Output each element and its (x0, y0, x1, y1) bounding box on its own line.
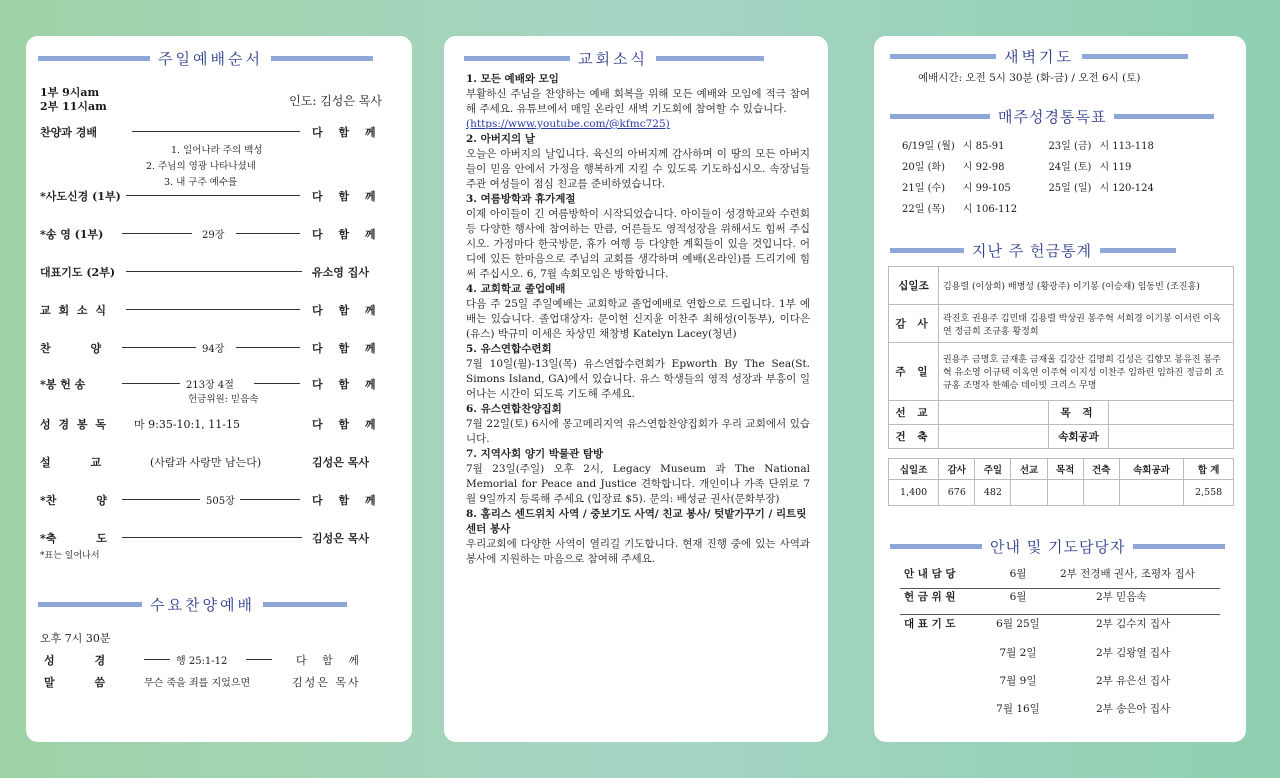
cell: 2부 김왕열 집사 (1096, 646, 1171, 659)
cell (1109, 425, 1234, 449)
table-row (898, 155, 1158, 176)
table-row (889, 305, 1234, 343)
order-right: 다 함 께 (312, 228, 382, 241)
row-names: 곽진호 권용주 김민태 김용렬 박상권 봉주혁 서희경 이기봉 이서린 이옥연 정금희 조규홍 황정희 (939, 305, 1234, 343)
cell (900, 666, 980, 694)
wednesday-worship-title (38, 594, 347, 615)
cell: 2부 믿음속 (1096, 591, 1147, 603)
offering-title-text: 지난 주 헌금통계 (972, 242, 1092, 260)
service-2-time: 2부 11시am (40, 100, 107, 113)
praise-song: 3. 내 구주 예수를 (164, 177, 238, 188)
order-right: 다 함 께 (312, 304, 382, 317)
row-label: 목 적 (1049, 401, 1109, 425)
leader-info: 인도: 김성은 목사 (289, 94, 382, 108)
order-mid: (사람과 사랑만 남는다) (150, 456, 262, 469)
offering-leader: 헌금위원: 믿음속 (188, 394, 259, 405)
table-row (900, 562, 1199, 585)
cell: 주일 (975, 459, 1011, 480)
title-bar-right (1082, 54, 1188, 59)
footnote: *표는 일어나서 (40, 551, 100, 561)
table-row (898, 197, 1158, 218)
order-mid: 505장 (206, 496, 235, 507)
cell: 7월 2일 (999, 646, 1037, 659)
row-label: 십일조 (889, 267, 939, 305)
order-label: *사도신경 (1부) (40, 190, 121, 203)
news-title-text: 교회소식 (578, 50, 648, 68)
cell: 482 (975, 480, 1011, 506)
order-label: *축 도 (40, 532, 107, 545)
cell: 24일 (토) (1048, 162, 1092, 173)
cell: 시 113-118 (1099, 141, 1154, 152)
news-body: 우리교회에 다양한 사역이 열리길 기도합니다. 현재 진행 중에 있는 사역과 봉사에 지원하는 마음으로 참여해 주세요. (466, 538, 810, 565)
wed-right: 김성은 목사 (292, 676, 361, 689)
cell: 21일 (수) (902, 183, 946, 194)
praise-song: 2. 주님의 영광 나타나셨네 (146, 161, 256, 172)
order-rule (236, 347, 300, 348)
news-body: 7월 23일(주일) 오후 2시, Legacy Museum 과 The National Memorial for Peace and Justice 견학합니다. 개인이나 가족 단위로 7월 9일까지 등록해 주세요 (입장료 $5). 문의: 배성균 권사(문화부장) (466, 463, 810, 505)
order-rule (132, 131, 300, 132)
cell: 676 (939, 480, 975, 506)
service-1-time: 1부 9시am (40, 86, 100, 99)
wed-mid: 무슨 죽을 죄를 지었으면 (144, 678, 251, 689)
order-rule (122, 383, 180, 384)
cell (900, 694, 980, 722)
news-body: 오늘은 아버지의 날입니다. 육신의 아버지께 감사하며 이 땅의 모든 아버지들이 믿음 안에서 가정을 행복하게 지킬 수 있도록 기도하십시오. 속장님들 주관 여성들이 점심 친교를 준비하였습니다. (466, 148, 810, 190)
cell: 22일 (목) (902, 204, 946, 215)
order-right: 다 함 께 (312, 126, 382, 139)
table-row (900, 666, 1199, 694)
cell: 6월 (1009, 591, 1027, 603)
order-label: *찬 양 (40, 494, 107, 507)
table-row (900, 694, 1199, 722)
cell: 시 85-91 (962, 141, 1005, 152)
order-mid: 213장 4절 (186, 380, 234, 391)
order-label: 찬양과 경배 (40, 126, 97, 139)
order-right: 다 함 께 (312, 378, 382, 391)
order-right: 다 함 께 (312, 190, 382, 203)
cell (1047, 480, 1083, 506)
order-rule (126, 309, 300, 310)
title-bar-right (1133, 544, 1225, 549)
news-heading: 6. 유스연합찬양집회 (466, 403, 562, 415)
title-bar-left (890, 544, 982, 549)
news-body: 7월 10일(월)-13일(목) 유스연합수련회가 Epworth By The Sea(St. Simons Island, GA)에서 있습니다. 유스 학생들의 영적 성장과 부흥이 일어나는 시간이 되도록 기도해 주세요. (466, 358, 810, 400)
row-label: 속회공과 (1049, 425, 1109, 449)
cell: 6/19일 (월) (902, 141, 955, 152)
cell: 시 119 (1099, 162, 1132, 173)
wed-rule (246, 659, 272, 660)
cell: 선교 (1011, 459, 1047, 480)
cell: 7월 16일 (996, 702, 1040, 715)
bible-title-text: 매주성경통독표 (998, 108, 1107, 126)
wed-right: 다 함 께 (296, 654, 365, 667)
table-row (889, 267, 1234, 305)
row-label: 선 교 (889, 401, 939, 425)
cell: 23일 (금) (1048, 141, 1092, 152)
cell: 2부 전경배 권사, 조평자 집사 (1060, 568, 1195, 580)
order-label: 설 교 (40, 456, 102, 469)
title-bar-left (890, 248, 964, 253)
cell: 2부 김수지 집사 (1096, 617, 1171, 630)
news-body: 부활하신 주님을 찬양하는 예배 회복을 위해 모든 예배와 모임에 적극 참여해 주세요. 유튜브에서 매일 온라인 새벽 기도회에 참여할 수 있습니다. (466, 88, 810, 115)
cell (1109, 401, 1234, 425)
order-rule (236, 233, 300, 234)
order-right: 다 함 께 (312, 418, 382, 431)
cell: 건축 (1083, 459, 1119, 480)
title-bar-left (890, 114, 990, 119)
order-label: 교 회 소 식 (40, 304, 108, 317)
news-heading: 5. 유스연합수련회 (466, 343, 552, 355)
order-label: 성 경 봉 독 (40, 418, 108, 431)
wed-rule (144, 659, 170, 660)
cell: 속회공과 (1119, 459, 1183, 480)
cell: 시 106-112 (962, 204, 1018, 215)
sunday-worship-title (38, 48, 373, 69)
dawn-prayer-title (890, 46, 1188, 67)
cell: 안 내 담 당 (904, 568, 956, 580)
cell: 헌 금 위 원 (904, 591, 956, 603)
title-bar-right (271, 56, 373, 61)
cell: 합 계 (1184, 459, 1234, 480)
news-body: 이제 아이들이 긴 여름방학이 시작되었습니다. 아이들이 성경학교와 수련회 등 다양한 행사에 참여하는 만큼, 어른들도 영적성장을 위해서도 힘써 주십시오. 가정마다 한국방문, 휴가 여행 등 다양한 계획들이 있을 것입니다. 어디에 있든 한마음으로 주님의 교회를 생각하며 예배(온라인)를 드리기에 힘써 주십시오. 6, 7월 속회모임은 방학합니다. (466, 208, 810, 280)
cell: 6월 (1009, 568, 1027, 580)
row-names: 김용렬 (이상희) 배병성 (황광주) 이기봉 (이승재) 임동빈 (조진홍) (939, 267, 1234, 305)
cell: 시 99-105 (962, 183, 1011, 194)
offering-stats-title (890, 240, 1176, 261)
title-bar-right (263, 602, 347, 607)
order-right: 김성은 목사 (312, 532, 369, 545)
dawn-time: 예배시간: 오전 5시 30분 (화-금) / 오전 6시 (토) (918, 72, 1141, 84)
wed-label: 성 경 (44, 654, 106, 667)
cell: 6월 25일 (996, 617, 1040, 630)
order-rule (240, 499, 300, 500)
title-bar-right (1114, 114, 1214, 119)
cell: 2부 유은선 집사 (1096, 674, 1171, 687)
sunday-title-text: 주일예배순서 (158, 50, 263, 68)
bible-reading-table (898, 134, 1158, 218)
wed-title-text: 수요찬양예배 (150, 596, 255, 614)
table-row (889, 459, 1234, 480)
news-heading: 2. 아버지의 날 (466, 133, 535, 145)
row-label: 주 일 (889, 343, 939, 401)
order-rule (122, 347, 196, 348)
order-right: 다 함 께 (312, 342, 382, 355)
order-right: 김성은 목사 (312, 456, 369, 469)
youtube-link[interactable]: (https://www.youtube.com/@kfmc725) (466, 118, 670, 130)
cell (900, 638, 980, 666)
row-label: 건 축 (889, 425, 939, 449)
offering-summary-table (888, 458, 1234, 506)
cell: 시 92-98 (962, 162, 1005, 173)
cell: 20일 (화) (902, 162, 946, 173)
order-label: *송 영 (1부) (40, 228, 104, 241)
bible-reading-title (890, 106, 1214, 127)
title-bar-right (656, 56, 764, 61)
order-rule (122, 499, 200, 500)
cell: 감사 (939, 459, 975, 480)
cell: 시 120-124 (1099, 183, 1154, 194)
news-heading: 3. 여름방학과 휴가계절 (466, 193, 576, 205)
news-body: 7월 22일(토) 6시에 몽고메리지역 유스연합찬양집회가 우리 교회에서 있습니다. (466, 418, 810, 445)
cell (1011, 480, 1047, 506)
cell: 대 표 기 도 (904, 617, 956, 630)
table-row (898, 176, 1158, 197)
news-heading: 8. 홈리스 센드위치 사역 / 중보기도 사역/ 친교 봉사/ 텃밭가꾸기 / 리트릿센터 봉사 (466, 508, 807, 535)
guide-prayer-title (890, 536, 1225, 557)
order-right: 유소영 집사 (312, 266, 369, 279)
news-heading: 7. 지역사회 양기 박물관 탐방 (466, 448, 604, 460)
row-names: 권용주 금명호 금재훈 금재울 김강산 김명희 김성은 김향모 봉유진 봉주혁 유소영 이규택 이옥연 이주혁 이지성 이찬주 임하린 임하진 정금희 조규홍 조명자 한혜승 데이빗 크리스 무명 (939, 343, 1234, 401)
guide-table (900, 562, 1199, 722)
table-row (889, 401, 1234, 425)
cell (939, 401, 1049, 425)
order-right: 다 함 께 (312, 494, 382, 507)
title-bar-left (38, 56, 150, 61)
news-body: 다음 주 25일 주일예배는 교회학교 졸업예배로 연합으로 드립니다. 1부 예배는 있습니다. 졸업대상자: 문이현 신지윤 이찬주 최해성(이동부), 이다은(유스) 박규미 이세은 차상민 채창병 Katelyn Lacey(청년) (466, 298, 810, 340)
dawn-title-text: 새벽기도 (1004, 48, 1074, 66)
cell: 목적 (1047, 459, 1083, 480)
order-mid: 마 9:35-10:1, 11-15 (134, 418, 240, 431)
order-label: 찬 양 (40, 342, 102, 355)
cell (1083, 480, 1119, 506)
news-heading: 1. 모든 예배와 모임 (466, 73, 559, 85)
order-mid: 29장 (202, 230, 225, 241)
cell: 2부 송은아 집사 (1096, 702, 1171, 715)
order-rule (122, 233, 192, 234)
table-row (900, 638, 1199, 666)
cell: 7월 9일 (999, 674, 1037, 687)
wed-label: 말 씀 (44, 676, 106, 689)
order-rule (122, 537, 302, 538)
order-rule (126, 271, 302, 272)
wed-mid: 행 25:1-12 (176, 656, 228, 667)
news-heading: 4. 교회학교 졸업예배 (466, 283, 566, 295)
table-row (889, 425, 1234, 449)
title-bar-right (1100, 248, 1176, 253)
praise-song: 1. 일어나라 주의 백성 (171, 145, 263, 156)
cell: 십일조 (889, 459, 939, 480)
cell: 25일 (일) (1048, 183, 1092, 194)
church-news-panel (444, 36, 828, 742)
title-bar-left (38, 602, 142, 607)
table-row (889, 480, 1234, 506)
table-row (889, 343, 1234, 401)
title-bar-left (890, 54, 996, 59)
guide-title-text: 안내 및 기도담당자 (990, 538, 1126, 556)
cell (939, 425, 1049, 449)
news-list (466, 72, 810, 567)
info-panel (874, 36, 1246, 742)
order-rule (254, 383, 300, 384)
table-row (900, 608, 1199, 638)
wed-time: 오후 7시 30분 (40, 632, 111, 645)
cell: 1,400 (889, 480, 939, 506)
title-bar-left (464, 56, 570, 61)
cell (1095, 197, 1157, 218)
order-label: *봉 헌 송 (40, 378, 86, 391)
cell (1044, 197, 1095, 218)
order-mid: 94장 (202, 344, 225, 355)
row-label: 감 사 (889, 305, 939, 343)
table-row (898, 134, 1158, 155)
offering-names-table (888, 266, 1234, 449)
cell: 2,558 (1184, 480, 1234, 506)
table-row (900, 585, 1199, 608)
church-news-title (464, 48, 764, 69)
order-rule (126, 195, 300, 196)
order-label: 대표기도 (2부) (40, 266, 116, 279)
worship-order-panel (26, 36, 412, 742)
cell (1119, 480, 1183, 506)
